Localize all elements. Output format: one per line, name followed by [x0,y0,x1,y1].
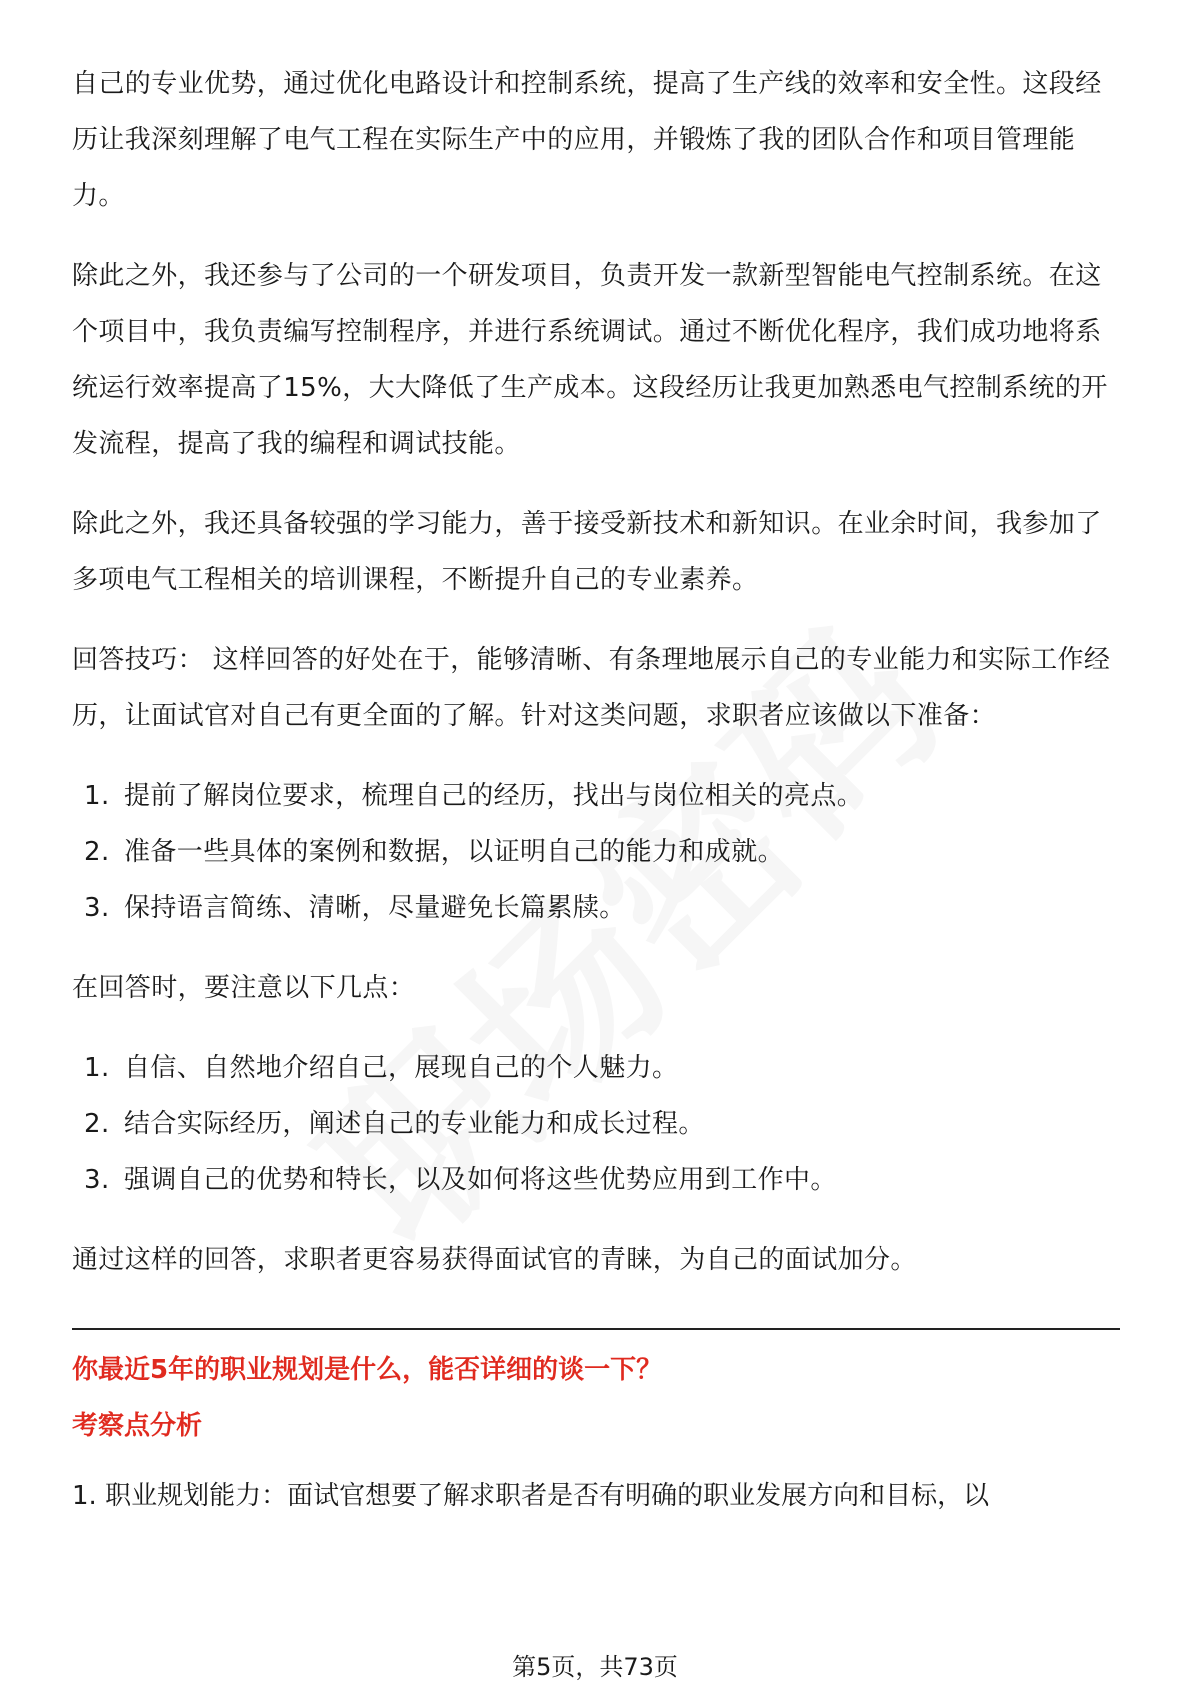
paragraph: 除此之外，我还参与了公司的一个研发项目，负责开发一款新型智能电气控制系统。在这个项目中，我负责编写控制程序，并进行系统调试。通过不断优化程序，我们成功地将系统运行效率提高了15%，大大降低了生产成本。这段经历让我更加熟悉电气控制系统的开发流程，提高了我的编程和调试技能。 [72,261,1108,459]
notes-intro: 在回答时，要注意以下几点： [72,973,416,1003]
list-number: 2. [84,837,110,867]
section-heading: 考察点分析 [72,1411,203,1441]
list-item-text: 提前了解岗位要求，梳理自己的经历，找出与岗位相关的亮点。 [124,781,864,811]
list-number: 1. [84,781,110,811]
list-item-text: 强调自己的优势和特长，以及如何将这些优势应用到工作中。 [124,1165,837,1195]
conclusion-paragraph: 通过这样的回答，求职者更容易获得面试官的青睐，为自己的面试加分。 [72,1245,917,1275]
page-number: 第5页，共73页 [508,1653,682,1681]
list-item [72,768,1120,824]
list-item [72,1040,1120,1096]
list-item [72,1096,1120,1152]
list-number: 3. [84,893,110,923]
section-divider [72,1328,1120,1330]
answer-tips-paragraph: 回答技巧： 这样回答的好处在于，能够清晰、有条理地展示自己的专业能力和实际工作经历，让面试官对自己有更全面的了解。针对这类问题，求职者应该做以下准备： [72,645,1111,731]
notes-list [72,1040,1120,1208]
list-number: 2. [84,1109,110,1139]
list-item [72,880,1120,936]
list-item-text: 保持语言简练、清晰，尽量避免长篇累牍。 [124,893,626,923]
list-item-text: 自信、自然地介绍自己，展现自己的个人魅力。 [124,1053,679,1083]
page-footer [0,1650,1190,1684]
paragraph: 自己的专业优势，通过优化电路设计和控制系统，提高了生产线的效率和安全性。这段经历让我深刻理解了电气工程在实际生产中的应用，并锻炼了我的团队合作和项目管理能力。 [72,69,1102,211]
document-page [72,56,1120,1511]
prep-list [72,768,1120,936]
list-number: 1. [84,1053,110,1083]
list-number: 3. [84,1165,110,1195]
truncated-list-item: 1. 职业规划能力：面试官想要了解求职者是否有明确的职业发展方向和目标，以 [72,1481,990,1511]
question-heading: 你最近5年的职业规划是什么，能否详细的谈一下？ [72,1355,663,1385]
paragraph: 除此之外，我还具备较强的学习能力，善于接受新技术和新知识。在业余时间，我参加了多项电气工程相关的培训课程，不断提升自己的专业素养。 [72,509,1102,595]
list-item [72,1152,1120,1208]
list-item-text: 准备一些具体的案例和数据，以证明自己的能力和成就。 [124,837,785,867]
list-item-text: 结合实际经历，阐述自己的专业能力和成长过程。 [124,1109,705,1139]
list-item [72,824,1120,880]
